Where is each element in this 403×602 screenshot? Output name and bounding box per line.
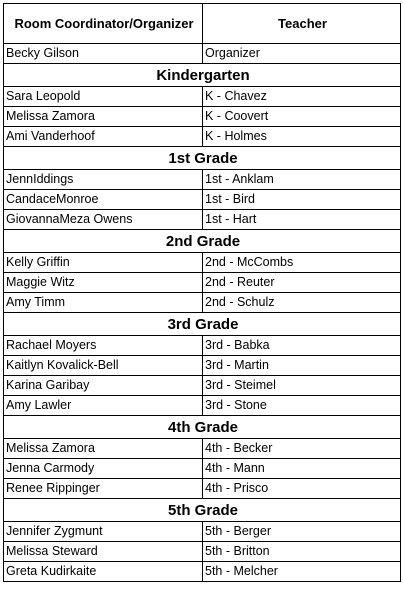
grade-section-title: 1st Grade xyxy=(4,147,401,170)
header-row xyxy=(4,4,401,44)
coordinator-name-cell: Kelly Griffin xyxy=(4,253,203,273)
grade-section-header xyxy=(4,64,401,87)
grade-section-title: Kindergarten xyxy=(4,64,401,87)
teacher-cell: 1st - Anklam xyxy=(203,170,401,190)
grade-section-header xyxy=(4,416,401,439)
coordinator-name-cell: Rachael Moyers xyxy=(4,336,203,356)
table-row xyxy=(4,376,401,396)
teacher-cell: 2nd - Reuter xyxy=(203,273,401,293)
table-row xyxy=(4,253,401,273)
table-row xyxy=(4,522,401,542)
teacher-cell: 4th - Prisco xyxy=(203,479,401,499)
teacher-cell: K - Chavez xyxy=(203,87,401,107)
grade-section-header xyxy=(4,230,401,253)
table-row xyxy=(4,127,401,147)
coordinator-name-cell: Jennifer Zygmunt xyxy=(4,522,203,542)
table-row xyxy=(4,396,401,416)
column-header-teacher: Teacher xyxy=(203,4,401,44)
table-row xyxy=(4,293,401,313)
teacher-cell: 3rd - Steimel xyxy=(203,376,401,396)
teacher-cell: 3rd - Martin xyxy=(203,356,401,376)
table-row xyxy=(4,356,401,376)
teacher-cell: 5th - Berger xyxy=(203,522,401,542)
table-row xyxy=(4,542,401,562)
coordinator-name-cell: CandaceMonroe xyxy=(4,190,203,210)
coordinator-name-cell: Kaitlyn Kovalick-Bell xyxy=(4,356,203,376)
room-coordinator-table xyxy=(3,3,401,582)
coordinator-name-cell: Melissa Steward xyxy=(4,542,203,562)
grade-section-title: 4th Grade xyxy=(4,416,401,439)
table-row xyxy=(4,170,401,190)
teacher-cell: 5th - Melcher xyxy=(203,562,401,582)
coordinator-name-cell: Maggie Witz xyxy=(4,273,203,293)
teacher-cell: Organizer xyxy=(203,44,401,64)
coordinator-name-cell: Melissa Zamora xyxy=(4,107,203,127)
coordinator-name-cell: Amy Timm xyxy=(4,293,203,313)
coordinator-name-cell: Renee Rippinger xyxy=(4,479,203,499)
table-row xyxy=(4,479,401,499)
teacher-cell: 3rd - Babka xyxy=(203,336,401,356)
teacher-cell: 1st - Hart xyxy=(203,210,401,230)
coordinator-name-cell: GiovannaMeza Owens xyxy=(4,210,203,230)
coordinator-name-cell: Ami Vanderhoof xyxy=(4,127,203,147)
table-row xyxy=(4,87,401,107)
grade-section-title: 3rd Grade xyxy=(4,313,401,336)
coordinator-name-cell: Karina Garibay xyxy=(4,376,203,396)
table-row xyxy=(4,273,401,293)
table-row xyxy=(4,562,401,582)
column-header-coordinator: Room Coordinator/Organizer xyxy=(4,4,203,44)
table-row xyxy=(4,107,401,127)
grade-section-header xyxy=(4,313,401,336)
coordinator-name-cell: Melissa Zamora xyxy=(4,439,203,459)
teacher-cell: 2nd - McCombs xyxy=(203,253,401,273)
coordinator-name-cell: Becky Gilson xyxy=(4,44,203,64)
table-row xyxy=(4,336,401,356)
teacher-cell: 4th - Mann xyxy=(203,459,401,479)
coordinator-name-cell: Sara Leopold xyxy=(4,87,203,107)
teacher-cell: 3rd - Stone xyxy=(203,396,401,416)
table-row xyxy=(4,459,401,479)
organizer-row xyxy=(4,44,401,64)
teacher-cell: 5th - Britton xyxy=(203,542,401,562)
grade-section-header xyxy=(4,147,401,170)
teacher-cell: K - Holmes xyxy=(203,127,401,147)
coordinator-name-cell: Jenna Carmody xyxy=(4,459,203,479)
table-row xyxy=(4,190,401,210)
grade-section-title: 2nd Grade xyxy=(4,230,401,253)
teacher-cell: K - Coovert xyxy=(203,107,401,127)
teacher-cell: 2nd - Schulz xyxy=(203,293,401,313)
coordinator-name-cell: JennIddings xyxy=(4,170,203,190)
grade-section-title: 5th Grade xyxy=(4,499,401,522)
teacher-cell: 4th - Becker xyxy=(203,439,401,459)
teacher-cell: 1st - Bird xyxy=(203,190,401,210)
table-row xyxy=(4,439,401,459)
coordinator-name-cell: Greta Kudirkaite xyxy=(4,562,203,582)
coordinator-name-cell: Amy Lawler xyxy=(4,396,203,416)
table-row xyxy=(4,210,401,230)
grade-section-header xyxy=(4,499,401,522)
